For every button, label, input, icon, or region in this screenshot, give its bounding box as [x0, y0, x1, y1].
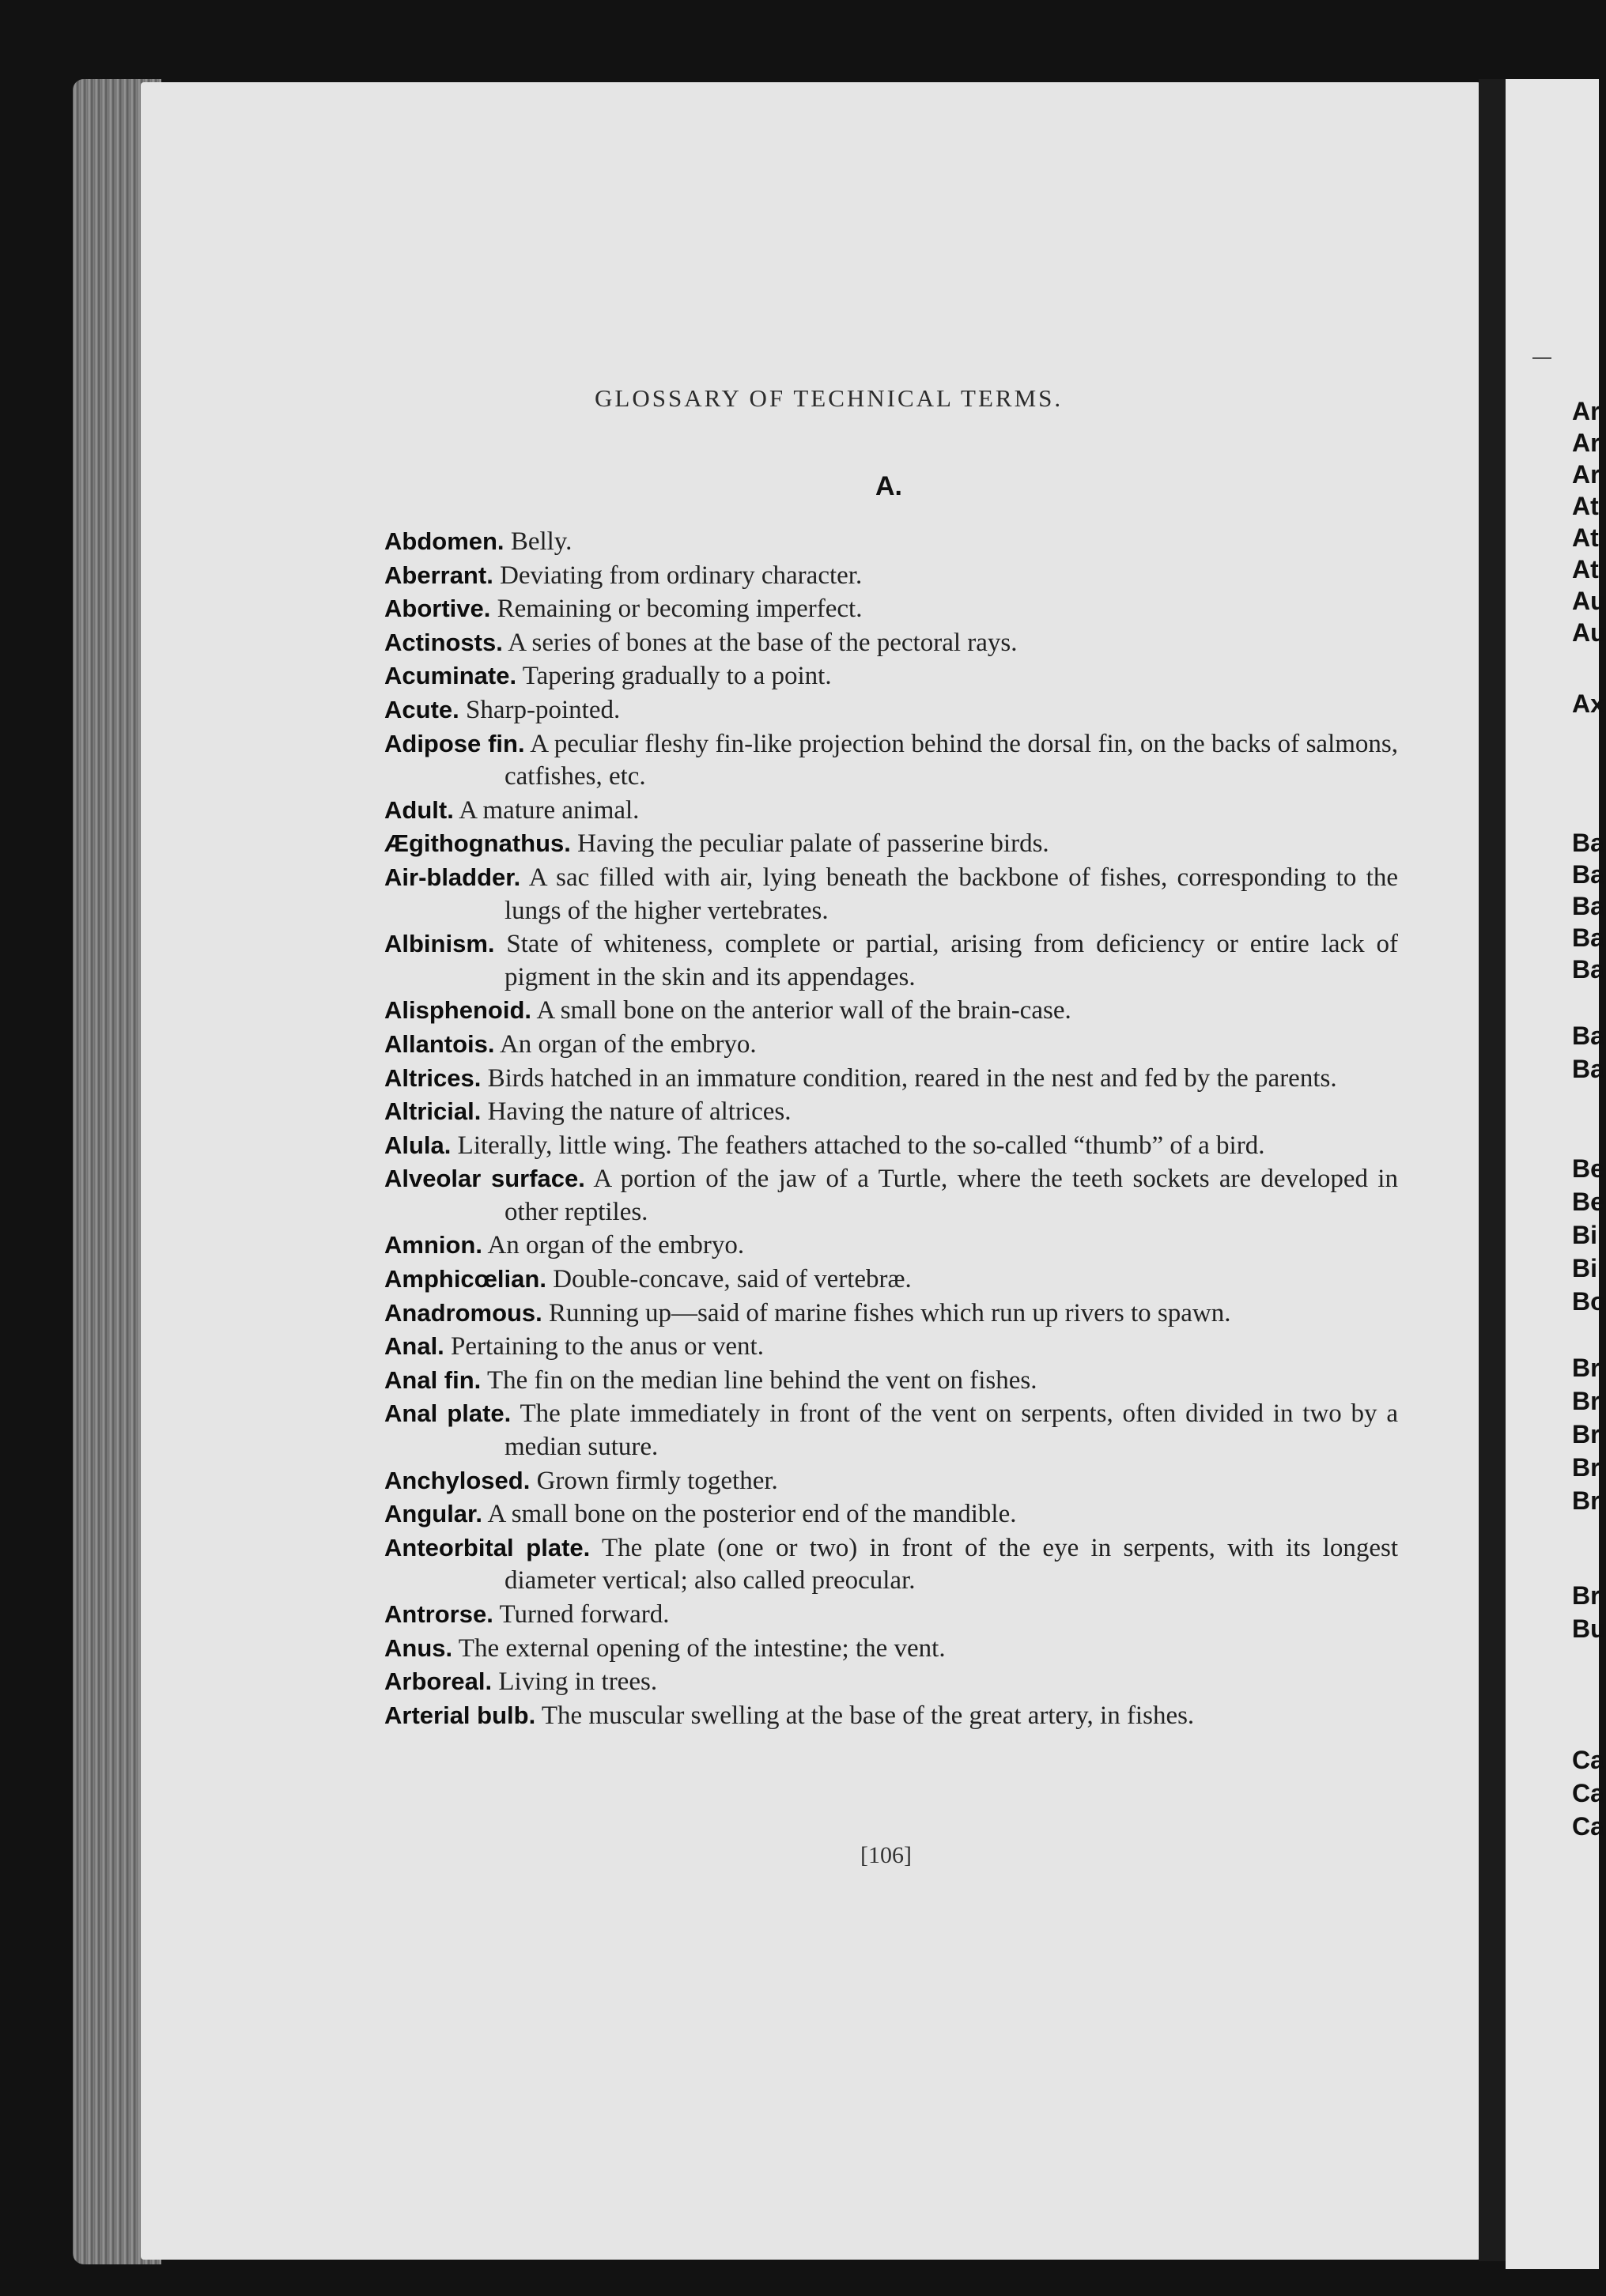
glossary-term: Amnion. — [384, 1231, 482, 1259]
glossary-definition: A small bone on the posterior end of the mandible. — [487, 1500, 1017, 1529]
glossary-term: Albinism. — [384, 930, 495, 958]
glossary-entry — [384, 1665, 1398, 1699]
glossary-term: Abortive. — [384, 595, 491, 623]
glossary-definition: A sac filled with air, lying beneath the backbone of fishes, corresponding to the lungs of the higher vertebrates. — [504, 863, 1398, 925]
facing-page-fragment: Br — [1572, 1486, 1600, 1515]
glossary-entry — [384, 1464, 1398, 1498]
glossary-term: Anus. — [384, 1633, 453, 1662]
glossary-definition: Birds hatched in an immature condition, reared in the nest and fed by the parents. — [487, 1063, 1337, 1093]
glossary-definition: Having the peculiar palate of passerine birds. — [577, 829, 1049, 859]
facing-page-rule — [1532, 357, 1551, 359]
glossary-term: Air-bladder. — [384, 863, 521, 891]
glossary-definition: Sharp-pointed. — [466, 695, 621, 724]
glossary-term: Adult. — [384, 795, 454, 824]
glossary-definition: A peculiar fleshy fin-like projection behind the dorsal fin, on the backs of salmons, catfishes, etc. — [504, 729, 1399, 791]
facing-page-fragment: Ca — [1572, 1746, 1604, 1774]
facing-page-fragment: Bi — [1572, 1221, 1597, 1249]
glossary-definition: Grown firmly together. — [536, 1466, 778, 1495]
facing-page-fragment: Ba — [1572, 892, 1604, 920]
facing-page-fragment: Au — [1572, 618, 1606, 647]
glossary-term: Arterial bulb. — [384, 1701, 536, 1729]
page-title: GLOSSARY OF TECHNICAL TERMS. — [595, 384, 1064, 412]
glossary-entry — [384, 1632, 1398, 1666]
glossary-term: Ægithognathus. — [384, 829, 571, 858]
glossary-entry — [384, 1162, 1398, 1229]
glossary-entry — [384, 1263, 1398, 1297]
glossary-definition: Pertaining to the anus or vent. — [451, 1332, 764, 1361]
glossary-definition: A portion of the jaw of a Turtle, where the teeth sockets are developed in other reptiles. — [504, 1165, 1398, 1226]
glossary-term: Altricial. — [384, 1097, 482, 1126]
facing-page-fragment: Br — [1572, 1453, 1600, 1482]
facing-page-fragment: Br — [1572, 1581, 1600, 1610]
glossary-entry — [384, 693, 1398, 727]
glossary-definition: An organ of the embryo. — [487, 1231, 745, 1260]
glossary-definition: The plate immediately in front of the vent on serpents, often divided in two by a median suture. — [504, 1399, 1398, 1462]
glossary-entry — [384, 592, 1398, 626]
glossary-definition: Literally, little wing. The feathers attached to the so-called “thumb” of a bird. — [457, 1131, 1265, 1160]
glossary-definition: An organ of the embryo. — [499, 1029, 757, 1059]
glossary-definition: State of whiteness, complete or partial, arising from deficiency or entire lack of pigment in the skin and its appendages. — [504, 930, 1398, 991]
facing-page-fragment: Ca — [1572, 1812, 1604, 1841]
facing-page-fragment: Bo — [1572, 1287, 1606, 1316]
glossary-entry — [384, 1598, 1398, 1632]
glossary-entry — [384, 827, 1398, 861]
glossary-definition: Running up—said of marine fishes which run up rivers to spawn. — [549, 1298, 1231, 1327]
glossary-term: Anchylosed. — [384, 1466, 531, 1494]
glossary-definition: The plate (one or two) in front of the eye in serpents, with its longest diameter vertical; also called preocular. — [504, 1533, 1398, 1595]
glossary-entries — [384, 525, 1398, 1732]
facing-page-fragment: Bi — [1572, 1254, 1597, 1282]
glossary-entry — [384, 626, 1398, 660]
glossary-entry — [384, 1364, 1398, 1398]
glossary-term: Arboreal. — [384, 1667, 493, 1696]
facing-page-fragment: Br — [1572, 1387, 1600, 1415]
glossary-term: Alisphenoid. — [384, 996, 531, 1025]
facing-page-fragment: Be — [1572, 1188, 1604, 1216]
glossary-definition: Remaining or becoming imperfect. — [497, 595, 863, 624]
facing-page-fragment: At — [1572, 555, 1599, 583]
page-number: [106] — [860, 1842, 912, 1868]
glossary-entry — [384, 559, 1398, 593]
glossary-definition: Deviating from ordinary character. — [500, 561, 863, 590]
glossary-entry — [384, 1062, 1398, 1096]
glossary-definition: Belly. — [510, 527, 572, 556]
glossary-definition: A mature animal. — [459, 795, 640, 825]
glossary-entry — [384, 1095, 1398, 1129]
glossary-definition: Double-concave, said of vertebræ. — [553, 1265, 912, 1294]
glossary-term: Altrices. — [384, 1063, 482, 1092]
glossary-entry — [384, 1497, 1398, 1531]
facing-page-fragment: Br — [1572, 1420, 1600, 1448]
glossary-definition: The muscular swelling at the base of the great artery, in fishes. — [541, 1701, 1195, 1730]
facing-page-fragment: Ar — [1572, 460, 1600, 489]
glossary-entry — [384, 727, 1398, 794]
glossary-entry — [384, 1229, 1398, 1263]
facing-page-fragment: At — [1572, 523, 1599, 552]
facing-page-fragment: Be — [1572, 1154, 1604, 1183]
glossary-definition: A series of bones at the base of the pectoral rays. — [508, 628, 1018, 657]
glossary-term: Allantois. — [384, 1029, 495, 1058]
glossary-entry — [384, 794, 1398, 828]
glossary-term: Anal fin. — [384, 1365, 482, 1394]
glossary-term: Actinosts. — [384, 628, 503, 656]
glossary-definition: Tapering gradually to a point. — [522, 662, 832, 691]
glossary-entry — [384, 1028, 1398, 1062]
facing-page-fragment: Au — [1572, 587, 1606, 615]
facing-page-fragment: Ba — [1572, 1021, 1604, 1050]
glossary-term: Acuminate. — [384, 662, 517, 690]
glossary-term: Amphicœlian. — [384, 1265, 546, 1293]
facing-page-fragment: Br — [1572, 1354, 1600, 1382]
glossary-term: Anal plate. — [384, 1399, 512, 1428]
facing-page-fragment: Ca — [1572, 1779, 1604, 1807]
glossary-definition: Turned forward. — [499, 1600, 670, 1629]
glossary-term: Aberrant. — [384, 561, 493, 589]
facing-page-fragment: Ba — [1572, 860, 1604, 889]
glossary-entry — [384, 1129, 1398, 1163]
facing-page-fragment: Ba — [1572, 955, 1604, 984]
glossary-term: Anal. — [384, 1332, 444, 1361]
glossary-entry — [384, 1397, 1398, 1463]
glossary-entry — [384, 659, 1398, 693]
glossary-term: Abdomen. — [384, 527, 504, 555]
glossary-entry — [384, 927, 1398, 994]
facing-page-fragment: Ar — [1572, 397, 1600, 425]
glossary-term: Adipose fin. — [384, 729, 525, 757]
glossary-definition: Having the nature of altrices. — [487, 1097, 792, 1127]
glossary-entry — [384, 525, 1398, 559]
facing-page-fragment: Ba — [1572, 923, 1604, 952]
glossary-definition: Living in trees. — [498, 1667, 658, 1697]
glossary-entry — [384, 994, 1398, 1028]
glossary-entry — [384, 1330, 1398, 1364]
glossary-term: Antrorse. — [384, 1600, 493, 1628]
glossary-definition: A small bone on the anterior wall of the brain-case. — [536, 996, 1071, 1025]
facing-page-fragment: Ar — [1572, 429, 1600, 457]
facing-page-fragment: Ba — [1572, 829, 1604, 857]
glossary-term: Acute. — [384, 695, 459, 723]
facing-page-fragment: At — [1572, 492, 1599, 520]
page-gutter — [1479, 79, 1506, 2261]
facing-page-edge — [1506, 79, 1606, 2269]
glossary-entry — [384, 1531, 1398, 1598]
glossary-entry — [384, 1699, 1398, 1733]
glossary-term: Alula. — [384, 1131, 452, 1159]
glossary-entry — [384, 861, 1398, 927]
glossary-term: Anadromous. — [384, 1298, 542, 1327]
glossary-definition: The external opening of the intestine; the vent. — [458, 1633, 946, 1663]
glossary-entry — [384, 1297, 1398, 1331]
glossary-term: Anteorbital plate. — [384, 1533, 591, 1562]
facing-page-fragment: Ax — [1572, 689, 1604, 718]
glossary-term: Alveolar surface. — [384, 1165, 585, 1193]
facing-page-fragment: Ba — [1572, 1055, 1604, 1083]
facing-page-fragment: Bu — [1572, 1614, 1606, 1643]
section-heading: A. — [875, 471, 902, 501]
glossary-term: Angular. — [384, 1500, 483, 1528]
glossary-definition: The fin on the median line behind the vent on fishes. — [486, 1365, 1037, 1395]
